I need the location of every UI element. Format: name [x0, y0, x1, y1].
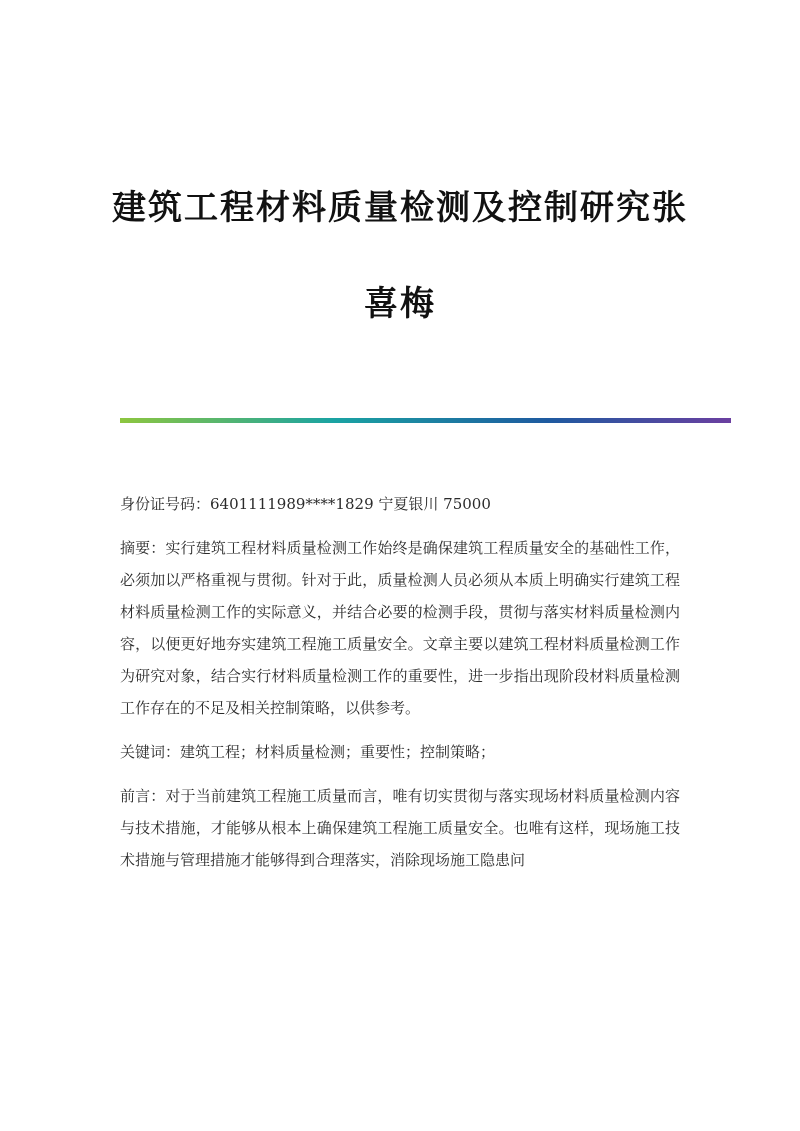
- keywords-paragraph: 关键词：建筑工程；材料质量检测；重要性；控制策略；: [120, 743, 496, 761]
- document-body: [120, 488, 680, 888]
- abstract-paragraph: 摘要：实行建筑工程材料质量检测工作始终是确保建筑工程质量安全的基础性工作，必须加以严格重视与贯彻。针对于此，质量检测人员必须从本质上明确实行建筑工程材料质量检测工作的实际意义，并结合必要的检测手段，贯彻与落实材料质量检测内容，以便更好地夯实建筑工程施工质量安全。文章主要以建筑工程材料质量检测工作为研究对象，结合实行材料质量检测工作的重要性，进一步指出现阶段材料质量检测工作存在的不足及相关控制策略，以供参考。: [120, 539, 680, 717]
- document-title: 建筑工程材料质量检测及控制研究张喜梅: [112, 188, 688, 324]
- title-divider: [120, 418, 731, 423]
- preface-paragraph: 前言：对于当前建筑工程施工质量而言，唯有切实贯彻与落实现场材料质量检测内容与技术措施，才能够从根本上确保建筑工程施工质量安全。也唯有这样，现场施工技术措施与管理措施才能够得到合理落实，消除现场施工隐患问: [120, 787, 680, 869]
- id-line: 身份证号码：6401111989****1829 宁夏银川 75000: [120, 495, 491, 513]
